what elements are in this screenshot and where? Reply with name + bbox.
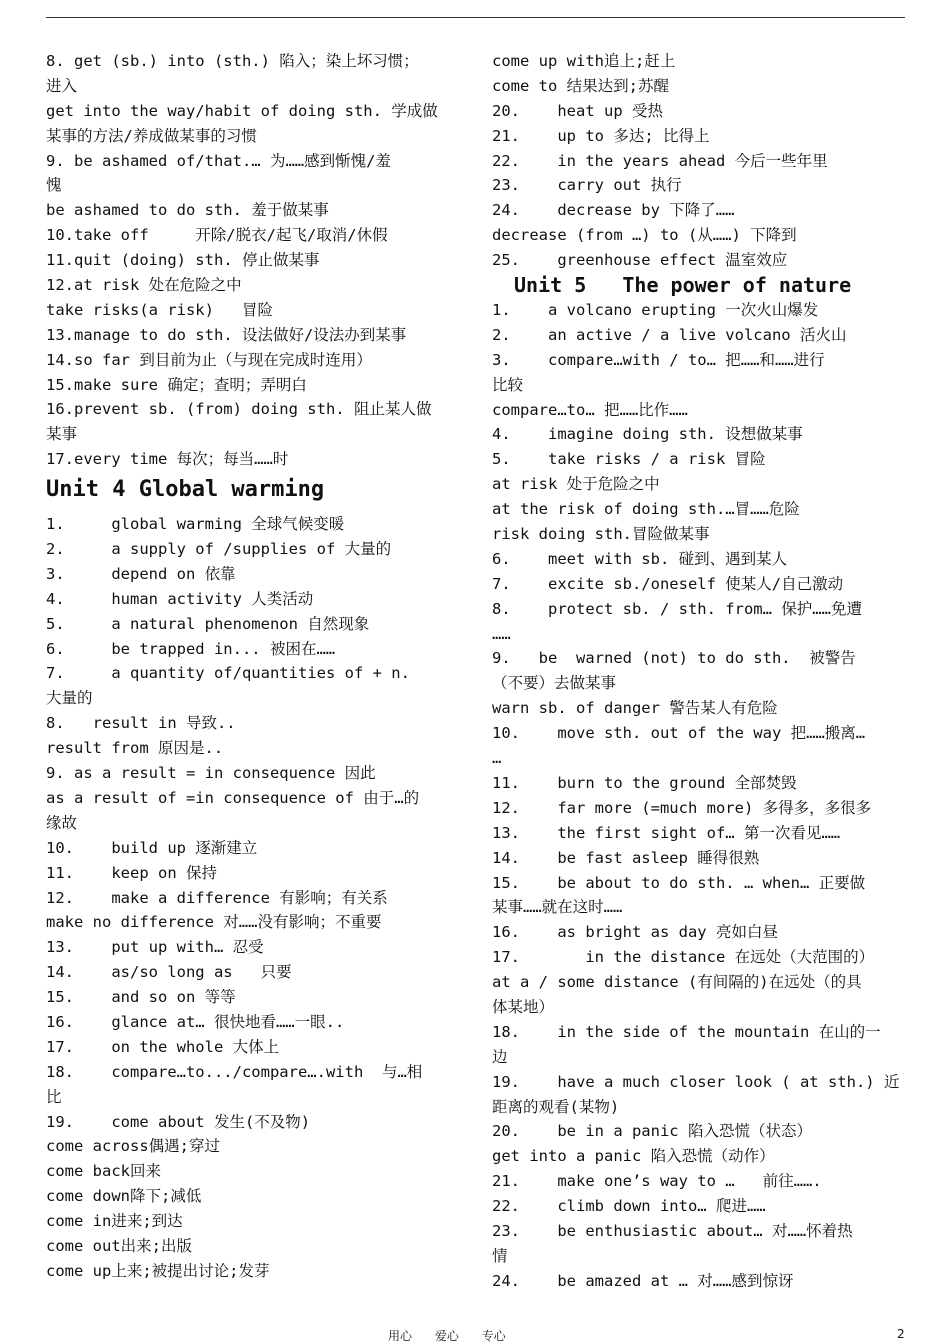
text-line: 15.make sure 确定；查明；弄明白: [46, 375, 307, 394]
text-line: …: [492, 749, 502, 768]
text-line: 11. keep on 保持: [46, 863, 217, 882]
text-line: 19. have a much closer look ( at sth.) 近: [492, 1072, 900, 1091]
text-line: result from 原因是..: [46, 739, 224, 758]
text-line: 大量的: [46, 689, 93, 708]
text-line: come across偶遇;穿过: [46, 1137, 220, 1156]
text-line: 24. be amazed at … 对……感到惊讶: [492, 1271, 794, 1290]
text-line: 9. be ashamed of/that.… 为……感到惭愧/羞: [46, 151, 391, 170]
text-line: 25. greenhouse effect 温室效应: [492, 251, 788, 270]
text-line: 20. be in a panic 陷入恐慌（状态）: [492, 1122, 812, 1141]
text-line: 愧: [46, 176, 62, 195]
page-number: 2: [897, 1327, 905, 1341]
text-line: ……: [492, 624, 511, 643]
text-line: 2. an active / a live volcano 活火山: [492, 325, 847, 344]
text-line: 3. compare…with / to… 把……和……进行: [492, 350, 825, 369]
text-line: 15. be about to do sth. … when… 正要做: [492, 873, 866, 892]
text-line: 13. the first sight of… 第一次看见……: [492, 823, 841, 842]
text-line: at risk 处于危险之中: [492, 475, 660, 494]
text-line: 17. on the whole 大体上: [46, 1037, 280, 1056]
text-line: 某事: [46, 425, 78, 444]
text-line: be ashamed to do sth. 羞于做某事: [46, 201, 329, 220]
text-line: 10. build up 逐渐建立: [46, 838, 258, 857]
text-line: come out出来;出版: [46, 1236, 192, 1255]
text-line: 7. a quantity of/quantities of + n.: [46, 664, 410, 683]
text-line: 21. up to 多达; 比得上: [492, 126, 710, 145]
text-line: 5. take risks / a risk 冒险: [492, 450, 766, 469]
text-line: 缘故: [46, 813, 78, 832]
text-line: 7. excite sb./oneself 使某人/自己激动: [492, 574, 844, 593]
text-line: 5. a natural phenomenon 自然现象: [46, 614, 370, 633]
right-column: [492, 49, 906, 1294]
header-rule: [46, 17, 905, 18]
unit-5-heading: Unit 5 The power of nature: [514, 273, 852, 298]
text-line: 1. a volcano erupting 一次火山爆发: [492, 301, 819, 320]
text-line: 14.so far 到目前为止（与现在完成时连用）: [46, 350, 372, 369]
text-line: 8. protect sb. / sth. from… 保护……免遭: [492, 599, 862, 618]
text-line: 18. in the side of the mountain 在山的一: [492, 1022, 881, 1041]
text-line: 16. as bright as day 亮如白昼: [492, 923, 778, 942]
text-line: 边: [492, 1047, 508, 1066]
text-line: （不要）去做某事: [492, 674, 617, 693]
text-line: 8. result in 导致..: [46, 714, 236, 733]
text-line: 22. climb down into… 爬进……: [492, 1197, 766, 1216]
left-column: [46, 49, 460, 1284]
text-line: 13.manage to do sth. 设法做好/设法办到某事: [46, 325, 407, 344]
text-line: 23. carry out 执行: [492, 176, 682, 195]
text-line: 4. imagine doing sth. 设想做某事: [492, 425, 803, 444]
text-line: compare…to… 把……比作……: [492, 400, 688, 419]
text-line: 21. make one’s way to … 前往…….: [492, 1172, 822, 1191]
text-line: 11.quit (doing) sth. 停止做某事: [46, 251, 320, 270]
text-line: 10. move sth. out of the way 把……搬离…: [492, 724, 866, 743]
text-line: 体某地）: [492, 997, 555, 1016]
text-line: 14. as/so long as 只要: [46, 963, 292, 982]
text-line: get into a panic 陷入恐慌（动作）: [492, 1147, 775, 1166]
text-line: as a result of =in consequence of 由于…的: [46, 788, 420, 807]
text-line: 情: [492, 1246, 508, 1265]
text-line: at a / some distance (有间隔的)在远处（的具: [492, 973, 862, 992]
text-line: 某事的方法/养成做某事的习惯: [46, 126, 257, 145]
text-line: risk doing sth.冒险做某事: [492, 525, 710, 544]
text-line: decrease (from …) to (从……) 下降到: [492, 226, 797, 245]
text-line: 9. be warned (not) to do sth. 被警告: [492, 649, 856, 668]
text-line: come down降下;减低: [46, 1187, 202, 1206]
text-line: 15. and so on 等等: [46, 988, 236, 1007]
text-line: 进入: [46, 76, 78, 95]
text-line: 6. be trapped in... 被困在……: [46, 639, 336, 658]
text-line: 4. human activity 人类活动: [46, 589, 314, 608]
text-line: 17.every time 每次；每当……时: [46, 450, 289, 469]
text-line: 距离的观看(某物): [492, 1097, 620, 1116]
text-line: at the risk of doing sth.…冒……危险: [492, 500, 800, 519]
page-footer: [0, 1326, 950, 1344]
text-line: come in进来;到达: [46, 1212, 183, 1231]
text-line: 8. get (sb.) into (sth.) 陷入；染上坏习惯；: [46, 52, 419, 70]
unit-4-heading: Unit 4 Global warming: [46, 477, 325, 503]
text-line: 17. in the distance 在远处（大范围的）: [492, 948, 875, 967]
text-line: warn sb. of danger 警告某人有危险: [492, 699, 778, 718]
text-line: 比: [46, 1087, 62, 1106]
text-line: 20. heat up 受热: [492, 101, 663, 120]
text-line: 16.prevent sb. (from) doing sth. 阻止某人做: [46, 400, 432, 419]
text-line: 13. put up with… 忍受: [46, 938, 264, 957]
text-line: 12. far more (=much more) 多得多，多很多: [492, 798, 872, 817]
text-line: 某事……就在这时……: [492, 898, 623, 917]
text-line: come up上来;被提出讨论;发芽: [46, 1261, 270, 1280]
text-line: 比较: [492, 375, 524, 394]
text-line: come up with追上;赶上: [492, 52, 676, 70]
text-line: 19. come about 发生(不及物): [46, 1112, 311, 1131]
text-line: 22. in the years ahead 今后一些年里: [492, 151, 828, 170]
text-line: 16. glance at… 很快地看……一眼..: [46, 1012, 345, 1031]
text-line: 12.at risk 处在危险之中: [46, 276, 242, 295]
text-line: 12. make a difference 有影响；有关系: [46, 888, 388, 907]
text-line: 9. as a result = in consequence 因此: [46, 764, 376, 783]
text-line: 11. burn to the ground 全部焚毁: [492, 773, 797, 792]
text-line: make no difference 对……没有影响；不重要: [46, 913, 382, 932]
text-line: 24. decrease by 下降了……: [492, 201, 735, 220]
text-line: 1. global warming 全球气候变暖: [46, 515, 345, 534]
text-line: 14. be fast asleep 睡得很熟: [492, 848, 760, 867]
text-line: 18. compare…to.../compare….with 与…相: [46, 1062, 423, 1081]
text-line: 2. a supply of /supplies of 大量的: [46, 540, 392, 559]
text-line: 6. meet with sb. 碰到、遇到某人: [492, 549, 788, 568]
footer-text: 用心 爱心 专心: [388, 1329, 506, 1343]
text-line: 23. be enthusiastic about… 对……怀着热: [492, 1221, 853, 1240]
text-line: come to 结果达到;苏醒: [492, 76, 669, 95]
text-line: take risks(a risk) 冒险: [46, 300, 273, 319]
text-line: come back回来: [46, 1162, 161, 1181]
text-line: get into the way/habit of doing sth. 学成做: [46, 101, 438, 120]
text-line: 3. depend on 依靠: [46, 564, 236, 583]
text-line: 10.take off 开除/脱衣/起飞/取消/休假: [46, 226, 388, 245]
